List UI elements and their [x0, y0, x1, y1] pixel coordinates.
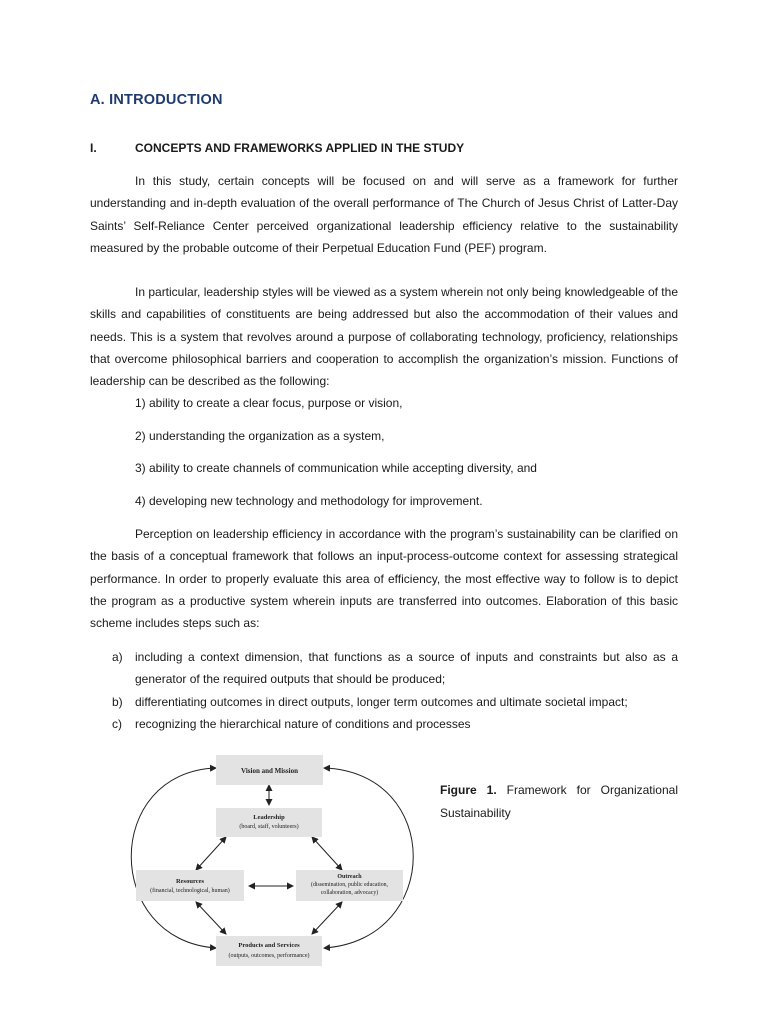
list-item: [90, 713, 678, 735]
node-outreach-sub2: collaboration, advocacy): [320, 890, 379, 896]
paragraph-3: Perception on leadership efficiency in accordance with the program’s sustainability can be clarified on the basis of a conceptual framework that follows an input-process-outcome context for assessing strategical performance. In order to properly evaluate this area of efficiency, the most effective way to follow is to depict the program as a productive system wherein inputs are transferred into outcomes. Elaboration of this basic scheme includes steps such as:: [90, 527, 678, 631]
section-heading: A. INTRODUCTION: [90, 92, 223, 108]
node-vision-title: Vision and Mission: [241, 767, 298, 775]
steps-list: [90, 646, 678, 735]
node-outreach-sub: (dissemination, public education,: [311, 882, 388, 888]
node-leadership-title: Leadership: [253, 814, 285, 821]
leadership-outreach-arrow: [312, 837, 342, 870]
node-products-title: Products and Services: [238, 942, 300, 949]
list-item: [90, 691, 678, 713]
subsection-number: I.: [90, 141, 97, 155]
right-cycle-arrow: [324, 768, 413, 948]
list-text: differentiating outcomes in direct outputs, longer term outcomes and ultimate societal impact;: [135, 694, 628, 709]
node-outreach: [296, 870, 403, 901]
node-resources-sub: (financial, technological, human): [150, 888, 230, 894]
function-item-4: 4) developing new technology and methodology for improvement.: [135, 494, 483, 508]
node-resources-title: Resources: [175, 878, 205, 885]
node-vision-mission: [216, 755, 323, 785]
list-marker: c): [112, 716, 122, 731]
node-products-services: [216, 936, 322, 966]
function-item-2: 2) understanding the organization as a system,: [135, 429, 385, 443]
list-marker: a): [112, 650, 123, 664]
figure-caption-label: Figure 1.: [440, 783, 497, 797]
function-item-1: 1) ability to create a clear focus, purpose or vision,: [135, 396, 403, 410]
paragraph-2: In particular, leadership styles will be viewed as a system wherein not only being knowledgeable of the skills and capabilities of constituents are being addressed but also the accommodation of their values and needs. This is a system that revolves around a purpose of collaborating technology, proficiency, relationships that overcome philosophical barriers and cooperation to accomplish the organization’s mission. Functions of leadership can be described as the following:: [90, 285, 678, 389]
left-cycle-arrow: [131, 768, 216, 948]
function-item-3: 3) ability to create channels of communication while accepting diversity, and: [135, 461, 537, 475]
framework-diagram: [108, 752, 438, 970]
leadership-resources-arrow: [196, 837, 226, 870]
node-outreach-title: Outreach: [337, 874, 362, 880]
figure-caption: [440, 779, 678, 824]
node-products-sub: (outputs, outcomes, performance): [228, 953, 310, 959]
list-text: including a context dimension, that functions as a source of inputs and constraints but also as a generator of the required outputs that should be produced;: [135, 650, 678, 687]
subsection-heading: [90, 141, 690, 155]
list-item: [90, 646, 678, 691]
node-resources: [136, 870, 244, 901]
resources-products-arrow: [196, 902, 226, 934]
node-leadership: [216, 808, 322, 837]
subsection-title: CONCEPTS AND FRAMEWORKS APPLIED IN THE STUDY: [135, 141, 465, 155]
node-leadership-sub: (board, staff, volunteers): [239, 824, 299, 830]
list-text: recognizing the hierarchical nature of conditions and processes: [135, 716, 471, 731]
list-marker: b): [112, 694, 123, 709]
figure-caption-text: Framework for Organizational Sustainability: [440, 783, 678, 820]
outreach-products-arrow: [312, 902, 342, 934]
paragraph-1: In this study, certain concepts will be focused on and will serve as a framework for further understanding and in-depth evaluation of the overall performance of The Church of Jesus Christ of Latter-Day Saints’ Self-Reliance Center perceived organizational leadership efficiency relative to the sustainability measured by the probable outcome of their Perpetual Education Fund (PEF) program.: [90, 174, 678, 255]
